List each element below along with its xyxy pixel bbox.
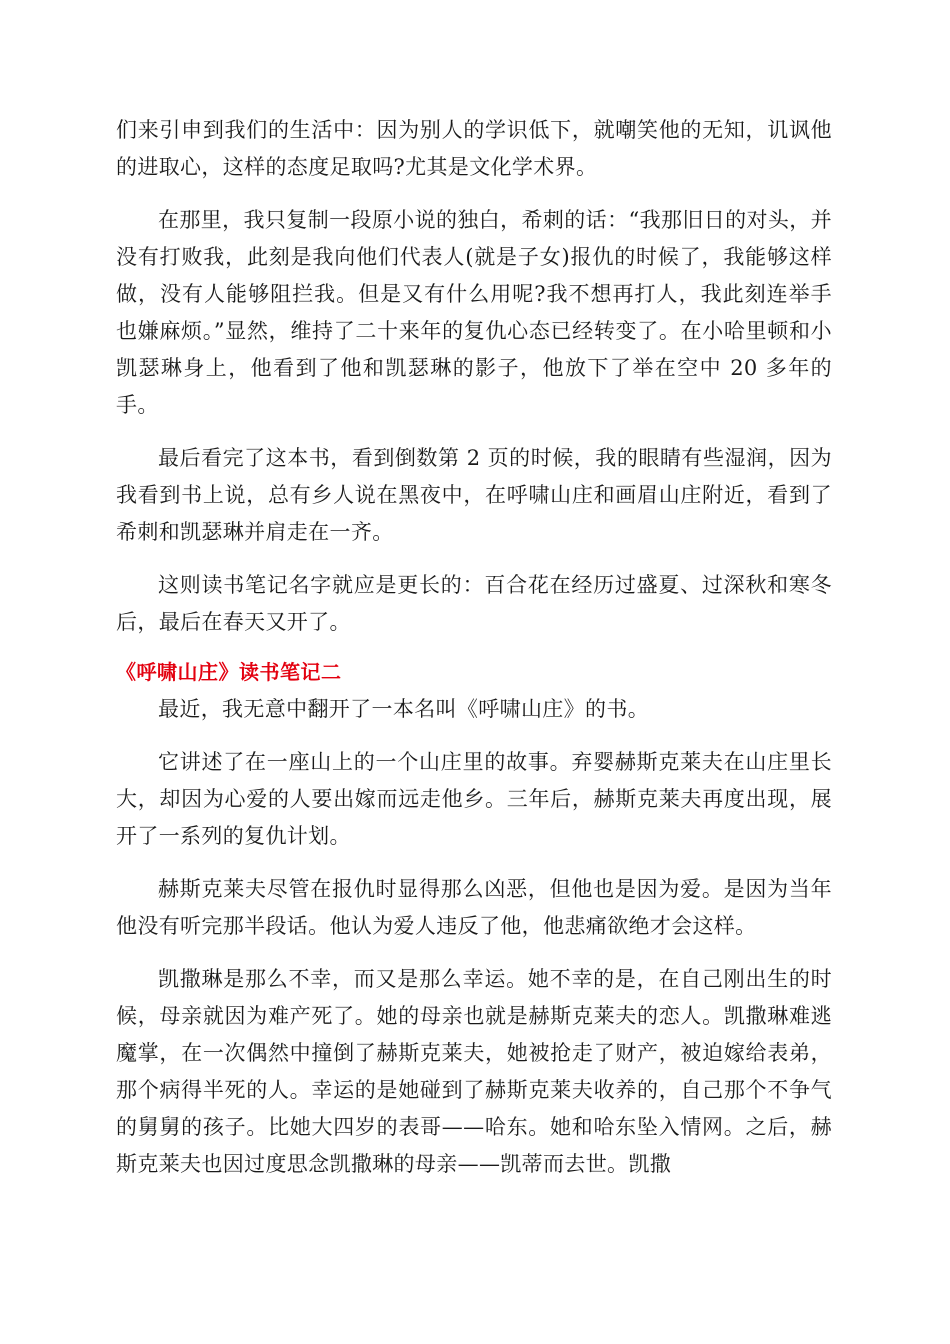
paragraph-story: 它讲述了在一座山上的一个山庄里的故事。弃婴赫斯克莱夫在山庄里长大，却因为心爱的人要出嫁而远走他乡。三年后，赫斯克莱夫再度出现，展开了一系列的复仇计划。	[116, 750, 832, 848]
paragraph-title-reflection: 这则读书笔记名字就应是更长的：百合花在经历过盛夏、过深秋和寒冬后，最后在春天又开了。	[116, 573, 832, 634]
section-title: 《呼啸山庄》读书笔记二	[116, 660, 342, 684]
paragraph-ending: 最后看完了这本书，看到倒数第 2 页的时候，我的眼睛有些湿润，因为我看到书上说，总有乡人说在黑夜中，在呼啸山庄和画眉山庄附近，看到了希刺和凯瑟琳并肩走在一齐。	[116, 446, 832, 544]
paragraph-heathcliff: 赫斯克莱夫尽管在报仇时显得那么凶恶，但他也是因为爱。是因为当年他没有听完那半段话。他认为爱人违反了他，他悲痛欲绝才会这样。	[116, 877, 832, 938]
document-page	[116, 112, 832, 1183]
paragraph-monologue: 在那里，我只复制一段原小说的独白，希刺的话：“我那旧日的对头，并没有打败我，此刻是我向他们代表人(就是子女)报仇的时候了，我能够这样做，没有人能够阻拦我。但是又有什么用呢?我不想再打人，我此刻连举手也嫌麻烦。”显然，维持了二十来年的复仇心态已经转变了。在小哈里顿和小凯瑟琳身上，他看到了他和凯瑟琳的影子，他放下了举在空中 20 多年的手。	[116, 208, 832, 417]
continuation-paragraph: 们来引申到我们的生活中：因为别人的学识低下，就嘲笑他的无知，讥讽他的进取心，这样的态度足取吗?尤其是文化学术界。	[116, 118, 832, 179]
paragraph-catherine: 凯撒琳是那么不幸，而又是那么幸运。她不幸的是，在自己刚出生的时候，母亲就因为难产死了。她的母亲也就是赫斯克莱夫的恋人。凯撒琳难逃魔掌，在一次偶然中撞倒了赫斯克莱夫，她被抢走了财产，被迫嫁给表弟，那个病得半死的人。幸运的是她碰到了赫斯克莱夫收养的，自己那个不争气的舅舅的孩子。比她大四岁的表哥——哈东。她和哈东坠入情网。之后，赫斯克莱夫也因过度思念凯撒琳的母亲——凯蒂而去世。凯撒	[116, 967, 832, 1176]
paragraph-intro: 最近，我无意中翻开了一本名叫《呼啸山庄》的书。	[158, 697, 650, 721]
